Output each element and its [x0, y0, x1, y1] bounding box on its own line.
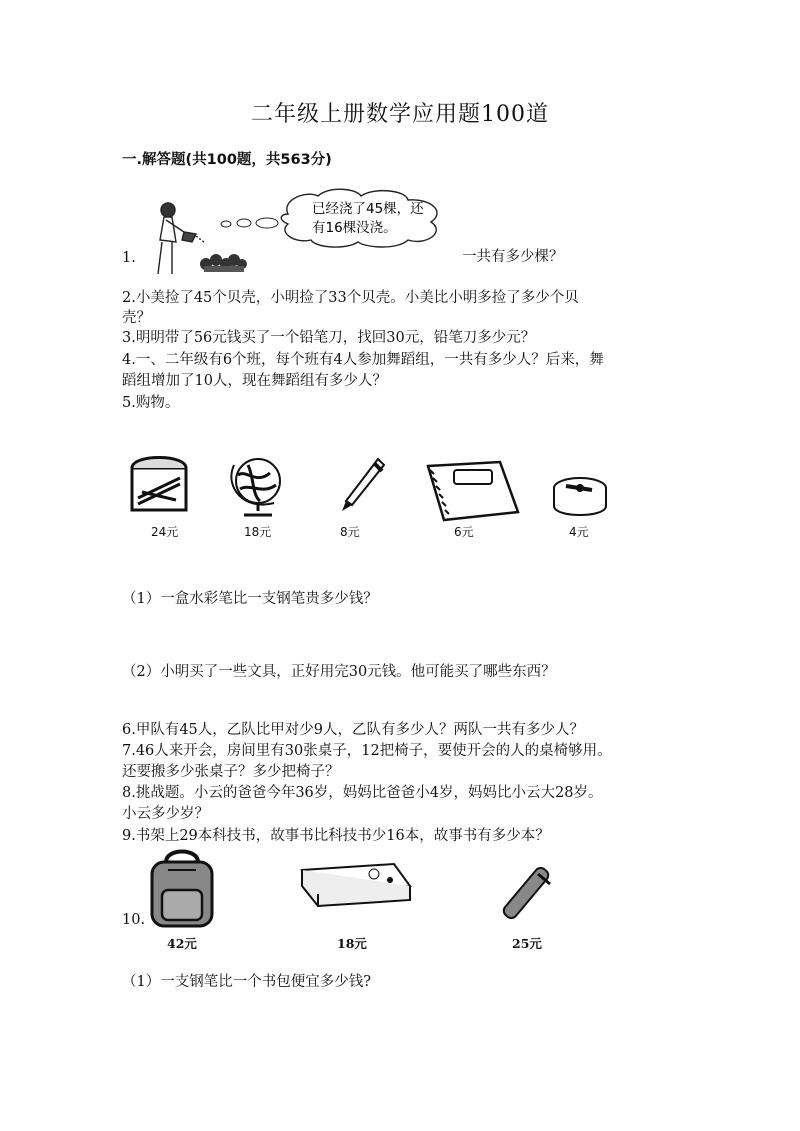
school-bag-icon: [146, 850, 218, 932]
q1-number: 1.: [122, 250, 136, 266]
q10-number: 10.: [122, 912, 146, 928]
price-fountain-pen: 8元: [340, 525, 360, 539]
section-heading: 一.解答题(共100题，共563分): [122, 152, 332, 168]
q7-line1: 7.46人来开会，房间里有30张桌子，12把椅子，要使开会的人的桌椅够用。: [122, 743, 612, 759]
q8-line2: 小云多少岁？: [122, 806, 209, 822]
plants-icon: [200, 254, 247, 272]
bubble-text-2: 有16棵没浇。: [312, 220, 397, 236]
pencil-case-icon: [298, 862, 414, 910]
q8-line1: 8.挑战题。小云的爸爸今年36岁，妈妈比爸爸小4岁，妈妈比小云大28岁。: [122, 785, 603, 801]
q10-sub1: （1）一支钢笔比一个书包便宜多少钱?: [122, 974, 371, 990]
bubble-text-1: 已经浇了45棵，还: [312, 201, 424, 217]
q3-line1: 3.明明带了56元钱买了一个铅笔刀，找回30元，铅笔刀多少元？: [122, 330, 536, 346]
price-notebook: 6元: [454, 525, 474, 539]
q4-line1: 4.一、二年级有6个班，每个班有4人参加舞蹈组，一共有多少人？后来，舞: [122, 352, 604, 368]
pencil-sharpener-icon: [552, 476, 610, 520]
pen-icon: [502, 866, 562, 924]
page-title: 二年级上册数学应用题100道: [251, 102, 549, 127]
q2-line1: 2.小美捡了45个贝壳，小明捡了33个贝壳。小美比小明多捡了多少个贝: [122, 290, 579, 306]
q2-line2: 壳？: [122, 310, 151, 326]
price-pen: 25元: [512, 936, 542, 951]
q1-question: 一共有多少棵？: [462, 249, 564, 265]
q6-line1: 6.甲队有45人，乙队比甲对少9人，乙队有多少人？两队一共有多少人？: [122, 722, 585, 738]
globe-icon: [226, 455, 292, 521]
price-globe: 18元: [244, 525, 272, 539]
q4-line2: 蹈组增加了10人，现在舞蹈组有多少人？: [122, 373, 387, 389]
speech-cloud: [281, 189, 437, 247]
price-sharpener: 4元: [569, 525, 589, 539]
q9-line1: 9.书架上29本科技书，故事书比科技书少16本，故事书有多少本？: [122, 828, 550, 844]
q5-sub2: （2）小明买了一些文具，正好用完30元钱。他可能买了哪些东西？: [122, 664, 556, 680]
notebook-icon: [424, 460, 522, 522]
q1-illustration: [146, 190, 456, 280]
q7-line2: 还要搬多少张桌子？多少把椅子？: [122, 764, 340, 780]
fountain-pen-icon: [338, 455, 388, 515]
price-watercolor: 24元: [151, 525, 179, 539]
q5-line1: 5.购物。: [122, 395, 180, 411]
watercolor-pen-box-icon: [128, 452, 192, 514]
q5-sub1: （1）一盒水彩笔比一支钢笔贵多少钱？: [122, 591, 378, 607]
girl-watering-icon: [158, 203, 204, 274]
price-pencil-case: 18元: [337, 936, 367, 951]
price-school-bag: 42元: [167, 936, 197, 951]
